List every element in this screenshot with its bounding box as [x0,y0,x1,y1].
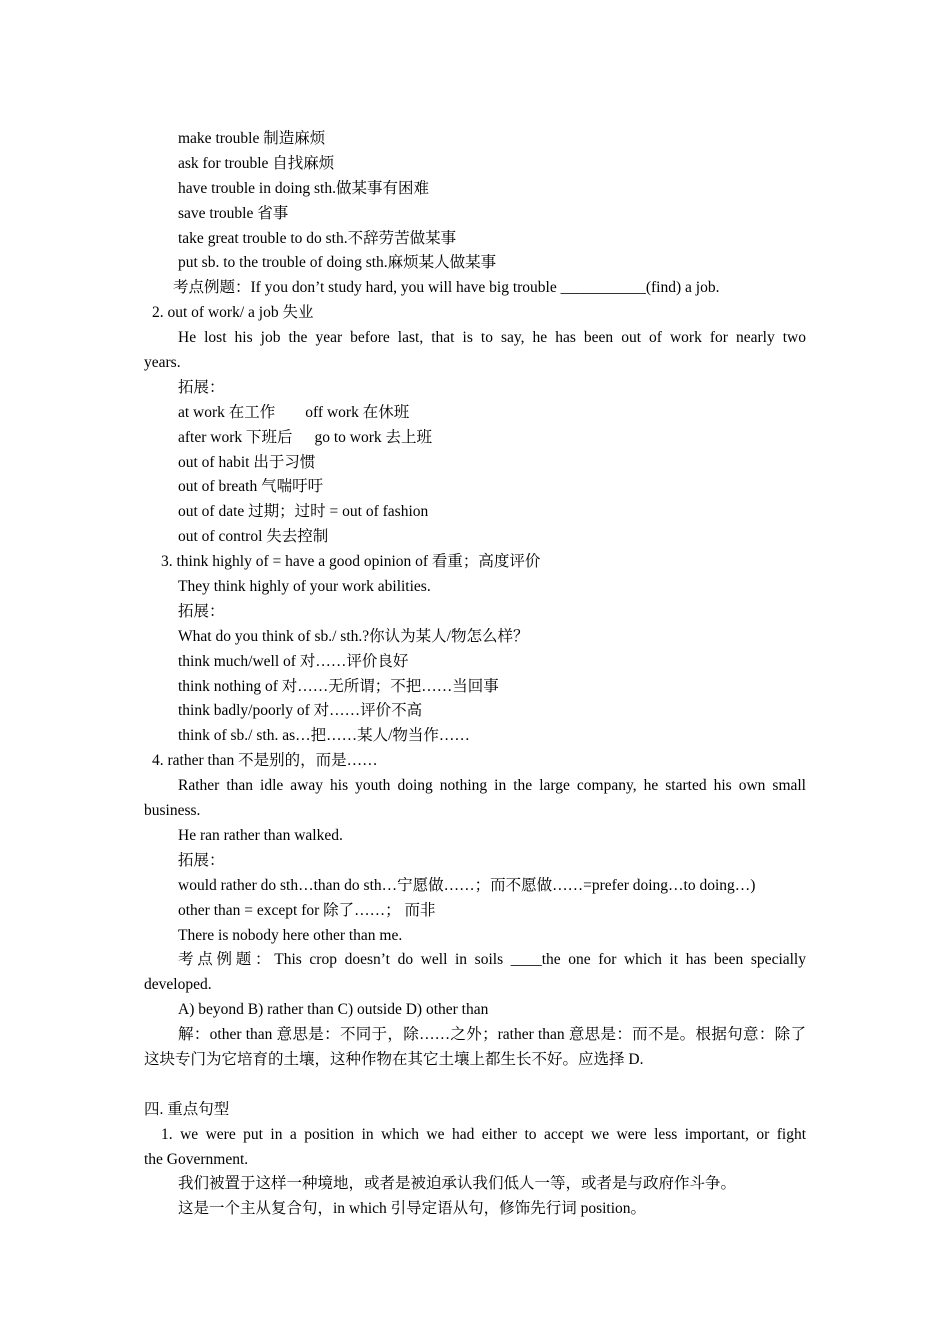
text-line: after work 下班后 go to work 去上班 [178,428,433,446]
text-line: developed. [144,976,212,994]
part-heading: 四. 重点句型 [144,1100,230,1118]
expand-label: 拓展： [178,378,225,396]
text-line: 1. we were put in a position in which we had either to accept we were less important, or fight [161,1125,806,1143]
explanation: 解：other than 意思是：不同于，除……之外；rather than 意思是：而不是。根据句意：除了 [178,1026,806,1044]
text-line: other than = except for 除了……； 而非 [178,901,436,919]
text-line: He lost his job the year before last, that is to say, he has been out of work for nearly two [178,329,806,347]
expand-label: 拓展： [178,602,225,620]
spacer [0,1073,950,1098]
section-heading: 4. rather than 不是别的，而是…… [152,752,378,770]
document-page [0,127,950,1222]
explanation: 这块专门为它培育的土壤，这种作物在其它土壤上都生长不好。应选择 D. [144,1050,644,1068]
text-line: out of control 失去控制 [178,528,329,546]
text-line: put sb. to the trouble of doing sth.麻烦某人做某事 [178,254,497,272]
text-line: the Government. [144,1150,249,1168]
text-line: would rather do sth…than do sth…宁愿做……；而不愿做……=prefer doing…to doing…) [178,876,756,894]
text-line: have trouble in doing sth.做某事有困难 [178,179,429,197]
text-line: think nothing of 对……无所谓；不把……当回事 [178,677,499,695]
text-line: business. [144,802,201,820]
text-line: make trouble 制造麻烦 [178,130,326,147]
text-line: Rather than idle away his youth doing nothing in the large company, he started his own small [178,777,806,795]
text-line: save trouble 省事 [178,204,289,222]
example-question: 考点例题：If you don’t study hard, you will have big trouble ___________(find) a job. [173,279,720,297]
text-line: years. [144,354,181,372]
text-line: think badly/poorly of 对……评价不高 [178,702,423,720]
section-heading: 2. out of work/ a job 失业 [152,304,314,322]
text-line: take great trouble to do sth.不辞劳苦做某事 [178,229,457,247]
text-line: ask for trouble 自找麻烦 [178,154,335,172]
answer-options: A) beyond B) rather than C) outside D) other than [178,1001,489,1019]
explanation: 这是一个主从复合句，in which 引导定语从句，修饰先行词 position。 [178,1200,647,1218]
text-line: think much/well of 对……评价良好 [178,652,409,670]
text-line: think of sb./ sth. as…把……某人/物当作…… [178,727,470,745]
text-line: They think highly of your work abilities. [178,578,431,596]
text-line: What do you think of sb./ sth.?你认为某人/物怎么样？ [178,627,529,645]
text-line: out of breath 气喘吁吁 [178,478,324,496]
translation: 我们被置于这样一种境地，或者是被迫承认我们低人一等，或者是与政府作斗争。 [178,1175,737,1193]
example-question: 考点例题：This crop doesn’t do well in soils ____the one for which it has been specially [178,951,806,969]
section-heading: 3. think highly of = have a good opinion of 看重；高度评价 [161,553,541,571]
text-line: out of date 过期；过时 = out of fashion [178,503,429,521]
text-line: out of habit 出于习惯 [178,453,316,471]
text-line: He ran rather than walked. [178,826,343,844]
expand-label: 拓展： [178,851,225,869]
text-line: There is nobody here other than me. [178,926,403,944]
text-line: at work 在工作 off work 在休班 [178,403,410,421]
